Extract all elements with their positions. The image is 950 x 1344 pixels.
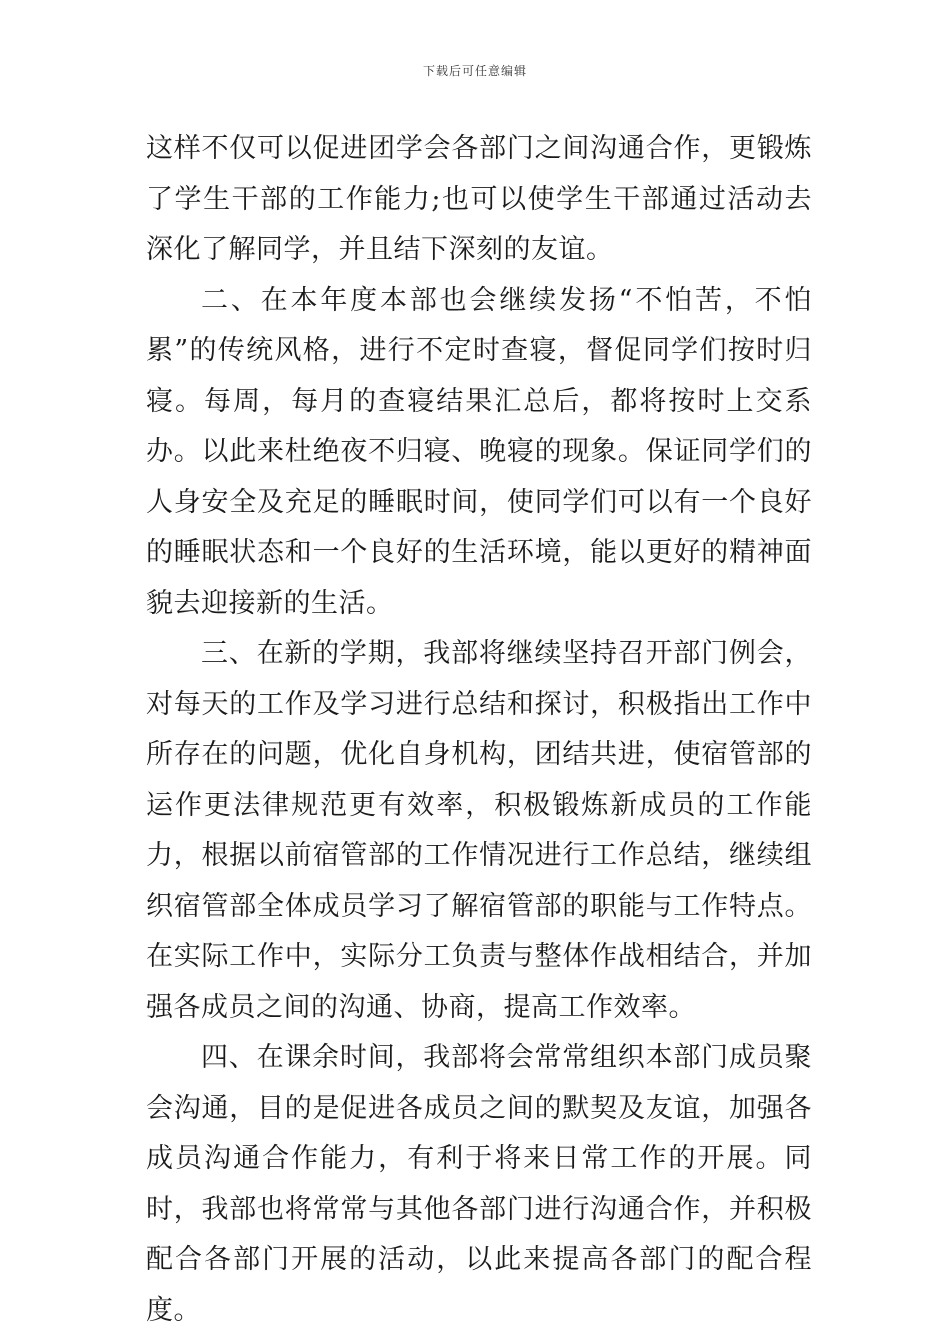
- document-body: [146, 124, 812, 1336]
- header-note: 下载后可任意编辑: [422, 64, 527, 78]
- paragraph-continuation: 这样不仅可以促进团学会各部门之间沟通合作，更锻炼了学生干部的工作能力;也可以使学生干部通过活动去深化了解同学，并且结下深刻的友谊。: [146, 133, 812, 265]
- paragraph-item-4: 四、在课余时间，我部将会常常组织本部门成员聚会沟通，目的是促进各成员之间的默契及友谊，加强各成员沟通合作能力，有利于将来日常工作的开展。同时，我部也将常常与其他各部门进行沟通合作，并积极配合各部门开展的活动，以此来提高各部门的配合程度。: [146, 1042, 812, 1326]
- paragraph-item-2: 二、在本年度本部也会继续发扬“不怕苦，不怕累”的传统风格，进行不定时查寝，督促同学们按时归寝。每周，每月的查寝结果汇总后，都将按时上交系办。以此来杜绝夜不归寝、晚寝的现象。保证同学们的人身安全及充足的睡眠时间，使同学们可以有一个良好的睡眠状态和一个良好的生活环境，能以更好的精神面貌去迎接新的生活。: [146, 284, 812, 619]
- paragraph-item-3: 三、在新的学期，我部将继续坚持召开部门例会，对每天的工作及学习进行总结和探讨，积极指出工作中所存在的问题，优化自身机构，团结共进，使宿管部的运作更法律规范更有效率，积极锻炼新成员的工作能力，根据以前宿管部的工作情况进行工作总结，继续组织宿管部全体成员学习了解宿管部的职能与工作特点。在实际工作中，实际分工负责与整体作战相结合，并加强各成员之间的沟通、协商，提高工作效率。: [146, 638, 812, 1023]
